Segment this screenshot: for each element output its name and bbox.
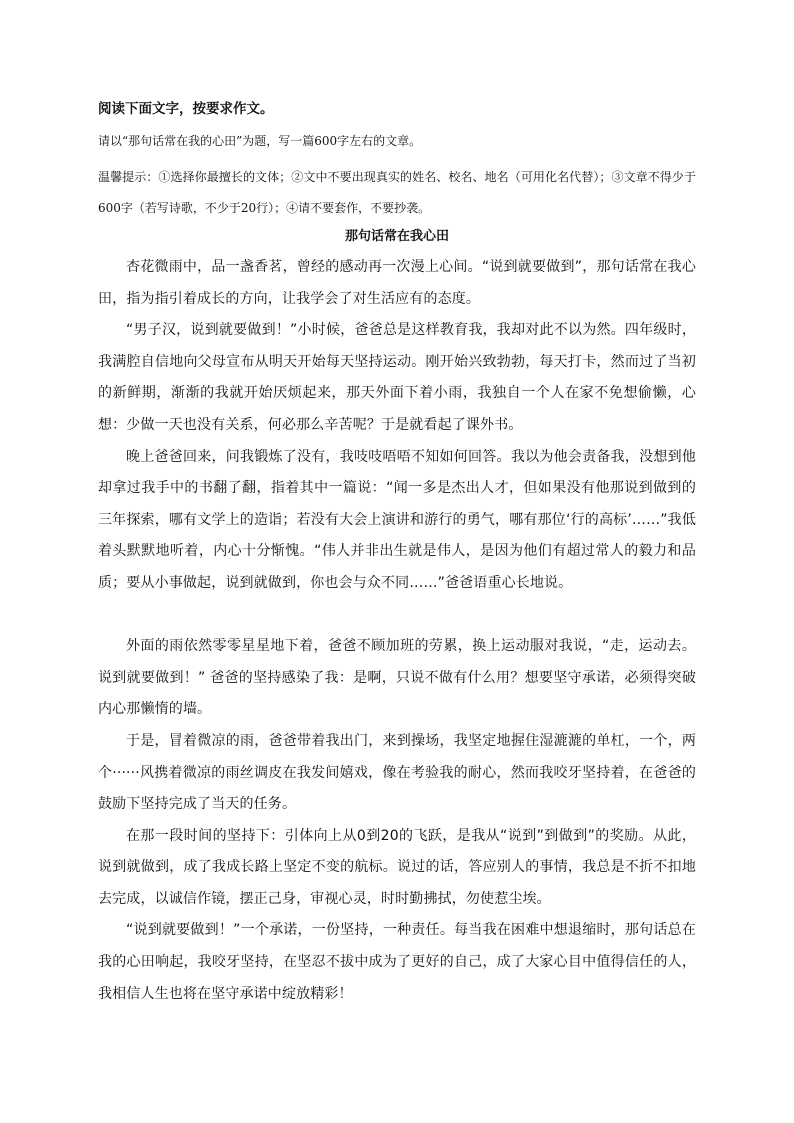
essay-paragraph: 杏花微雨中，品一盏香茗，曾经的感动再一次漫上心间。“说到就要做到”，那句话常在我心田，指为指引着成长的方向，让我学会了对生活应有的态度。	[98, 259, 696, 307]
essay-paragraph: “说到就要做到！”一个承诺，一份坚持，一种责任。每当我在困难中想退缩时，那句话总在我的心田响起，我咬牙坚持，在坚忍不拔中成为了更好的自己，成了大家心目中值得信任的人，我相信人生也将在坚守承诺中绽放精彩！	[98, 922, 696, 1002]
essay-paragraph: 于是，冒着微凉的雨，爸爸带着我出门，来到操场，我坚定地握住湿漉漉的单杠，一个，两个······风携着微凉的雨丝调皮在我发间嬉戏，像在考验我的耐心，然而我咬牙坚持着，在爸爸的鼓励下坚持完成了当天的任务。	[98, 732, 696, 813]
essay-paragraph: “男子汉，说到就要做到！”小时候，爸爸总是这样教育我，我却对此不以为然。四年级时，我满腔自信地向父母宣布从明天开始每天坚持运动。刚开始兴致勃勃，每天打卡，然而过了当初的新鲜期，渐渐的我就开始厌烦起来，那天外面下着小雨，我独自一个人在家不免想偷懒，心想：少做一天也没有关系，何必那么辛苦呢？于是就看起了课外书。	[98, 322, 696, 433]
paragraph-spacer	[98, 600, 696, 632]
essay-body	[98, 252, 696, 1010]
essay-title: 那句话常在我心田	[344, 229, 449, 244]
essay-paragraph: 在那一段时间的坚持下：引体向上从0到20的飞跃，是我从“说到”到做到”的奖励。从此，说到就做到，成了我成长路上坚定不变的航标。说过的话，答应别人的事情，我总是不折不扣地去完成，以诚信作镜，摆正己身，审视心灵，时时勤拂拭，勿使惹尘埃。	[98, 827, 696, 907]
essay-paragraph: 外面的雨依然零零星星地下着，爸爸不顾加班的劳累，换上运动服对我说，“走，运动去。说到就要做到！” 爸爸的坚持感染了我：是啊，只说不做有什么用？想要坚守承诺，必须得突破内心那懒惰的墙。	[98, 638, 696, 718]
prompt-tips: 温馨提示：①选择你最擅长的文体；②文中不要出现真实的姓名、校名、地名（可用化名代替）；③文章不得少于600字（若写诗歌，不少于20行）；④请不要套作，不要抄袭。	[98, 170, 696, 215]
prompt-instruction: 请以“那句话常在我的心田”为题，写一篇600字左右的文章。	[98, 134, 422, 148]
essay-paragraph: 晚上爸爸回来，问我锻炼了没有，我吱吱唔唔不知如何回答。我以为他会责备我，没想到他却拿过我手中的书翻了翻，指着其中一篇说：“闻一多是杰出人才，但如果没有他那说到做到的三年探索，哪有文学上的造诣；若没有大会上演讲和游行的勇气，哪有那位‘行的高标’……”我低着头默默地听着，内心十分惭愧。“伟人并非出生就是伟人，是因为他们有超过常人的毅力和品质；要从小事做起，说到就做到，你也会与众不同……”爸爸语重心长地说。	[98, 448, 696, 591]
prompt-heading: 阅读下面文字，按要求作文。	[98, 101, 274, 117]
